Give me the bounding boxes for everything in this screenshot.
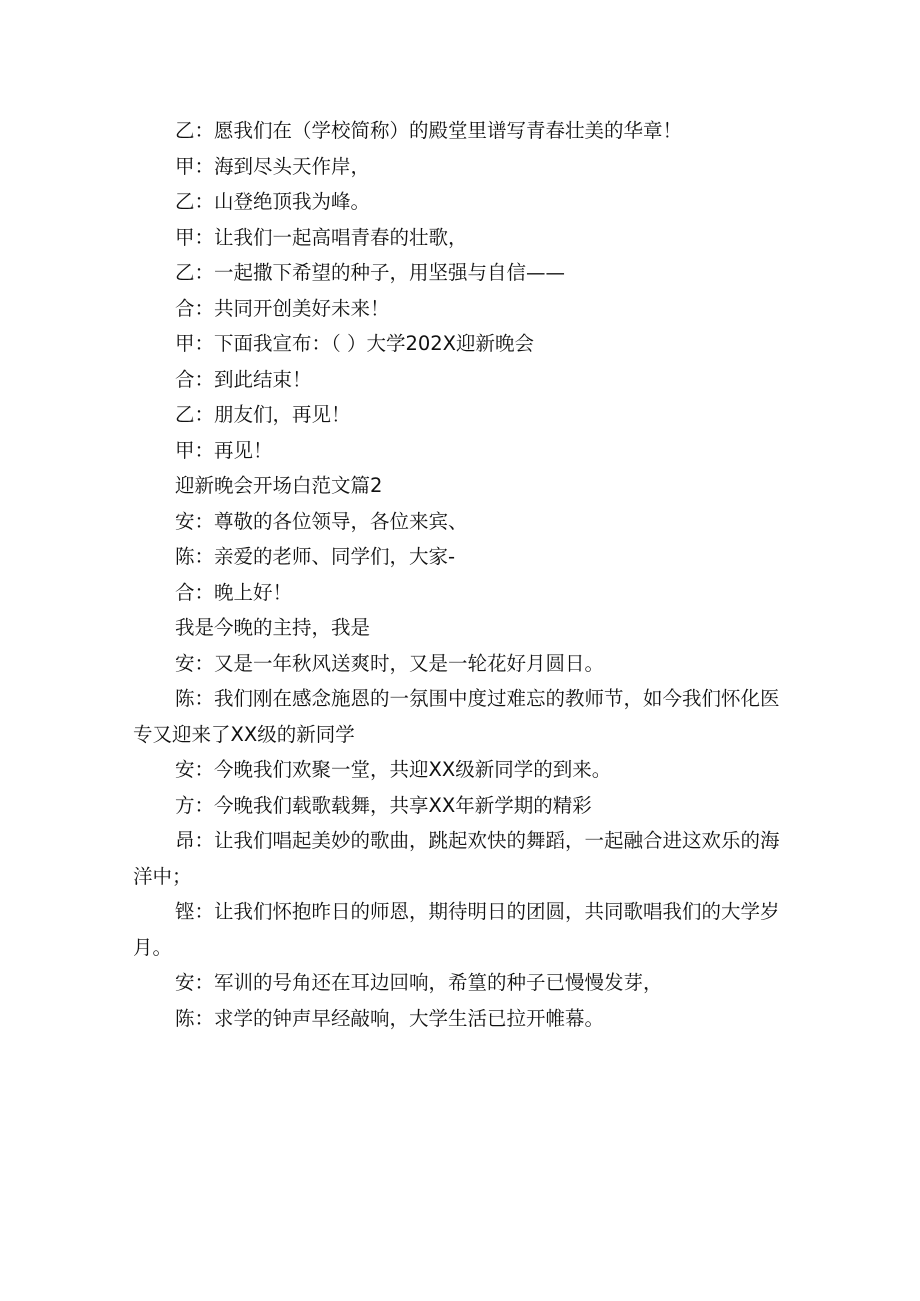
paragraph: 陈：亲爱的老师、同学们，大家- [175, 545, 456, 568]
paragraph: 甲：再见！ [175, 438, 273, 462]
paragraph: 陈：我们刚在感念施恩的一氛围中度过难忘的教师节，如今我们怀化医专又迎来了XX级的新同学 [133, 687, 780, 746]
paragraph: 甲：海到尽头天作岸， [175, 154, 371, 178]
paragraph: 乙：愿我们在（学校简称）的殿堂里谱写青春壮美的华章！ [175, 119, 683, 142]
paragraph: 合：共同开创美好未来！ [175, 296, 390, 320]
paragraph: 乙：一起撒下希望的种子，用坚强与自信—— [175, 261, 566, 284]
paragraph: 安：军训的号角还在耳边回响，希篁的种子已慢慢发芽， [175, 971, 663, 994]
document-body [133, 113, 788, 1036]
paragraph: 铿：让我们怀抱昨日的师恩，期待明日的团圆，共同歌唱我们的大学岁月。 [133, 900, 780, 959]
paragraph: 昂：让我们唱起美妙的歌曲，跳起欢快的舞蹈，一起融合进这欢乐的海洋中； [133, 829, 780, 888]
paragraph: 乙：朋友们，再见！ [175, 403, 351, 426]
paragraph: 陈：求学的钟声早经敲响，大学生活已拉开帷幕。 [175, 1006, 605, 1030]
paragraph: 方：今晚我们载歌载舞，共享XX年新学期的精彩 [175, 793, 592, 817]
paragraph: 安：又是一年秋风送爽时，又是一轮花好月圆日。 [175, 651, 605, 675]
paragraph: 合：晚上好！ [175, 580, 293, 604]
paragraph: 我是今晚的主持，我是 [175, 616, 371, 639]
paragraph: 甲：下面我宣布：（ ）大学202X迎新晚会 [175, 332, 535, 355]
paragraph: 甲：让我们一起高唱青春的壮歌， [175, 225, 468, 249]
paragraph: 安：尊敬的各位领导，各位来宾、 [175, 509, 468, 533]
paragraph: 安：今晚我们欢聚一堂，共迎XX级新同学的到来。 [175, 758, 612, 781]
paragraph: 合：到此结束！ [175, 367, 312, 391]
section-heading: 迎新晚会开场白范文篇2 [175, 474, 383, 497]
paragraph: 乙：山登绝顶我为峰。 [175, 190, 371, 213]
